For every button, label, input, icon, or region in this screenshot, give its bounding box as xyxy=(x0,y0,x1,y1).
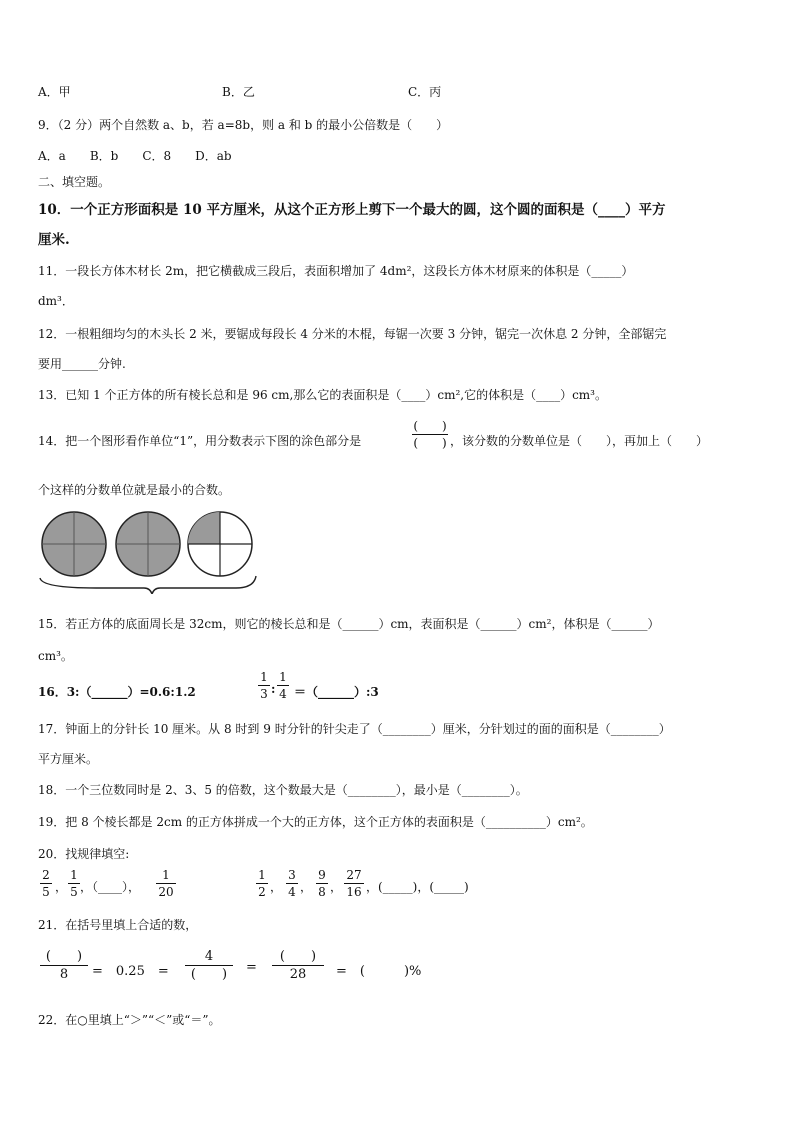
brace xyxy=(40,576,256,594)
fraction-bar xyxy=(156,883,176,884)
q18-text: 18．一个三位数同时是 2、3、5 的倍数，这个数最大是（________），最小是（________）。 xyxy=(38,783,528,797)
q15-line1: 15．若正方体的底面周长是 32cm，则它的棱长总和是（______）cm，表面积是（______）cm²，体积是（______） xyxy=(38,617,660,631)
q21-eq1: = 0.25 = xyxy=(92,964,169,979)
q14-fraction xyxy=(412,420,448,449)
q12-line2: 要用______分钟. xyxy=(38,357,126,371)
q21-tail: = ( )% xyxy=(336,964,422,979)
circle-3-quarter-shaded xyxy=(188,512,252,576)
q17-line2: 平方厘米。 xyxy=(38,752,99,766)
comma: ， xyxy=(300,880,313,894)
fraction-bar xyxy=(286,883,298,884)
fraction-denominator: 5 xyxy=(42,885,50,899)
comma: ， xyxy=(330,880,343,894)
q20-seq1-fraction xyxy=(156,869,176,898)
section-title: 二、填空题。 xyxy=(38,175,111,189)
q15-line2: cm³。 xyxy=(38,649,73,663)
q20-seq2-fraction xyxy=(286,869,298,898)
q19-text: 19．把 8 个棱长都是 2cm 的正方体拼成一个大的正方体，这个正方体的表面积是（__________）cm²。 xyxy=(38,815,593,829)
fraction-numerator: 1 xyxy=(258,868,266,882)
q16-fraction-2-bar xyxy=(277,685,289,686)
fraction-denominator: 2 xyxy=(258,885,266,899)
q16-fraction-2-numerator: 1 xyxy=(279,670,287,684)
fraction-bar xyxy=(40,965,88,966)
q14-part1: 14．把一个图形看作单位“1”，用分数表示下图的涂色部分是 xyxy=(38,434,362,448)
q21-fraction-3 xyxy=(272,950,324,981)
fraction-denominator: 8 xyxy=(318,885,326,899)
comma: ， xyxy=(270,880,283,894)
q21-eq2: = xyxy=(246,960,257,975)
fraction-bar xyxy=(272,965,324,966)
fraction-numerator: 4 xyxy=(204,949,214,964)
fraction-bar xyxy=(40,883,52,884)
fraction-denominator: 5 xyxy=(70,885,78,899)
fraction-denominator: 4 xyxy=(288,885,296,899)
fraction-numerator: 3 xyxy=(288,868,296,882)
fraction-numerator: 1 xyxy=(70,868,78,882)
fraction-denominator: ( ) xyxy=(190,967,228,982)
q20-seq2-fraction xyxy=(256,869,268,898)
fraction-denominator: 28 xyxy=(289,967,307,982)
q16-colon: : xyxy=(271,682,276,696)
q22-text: 22．在○里填上“＞”“＜”或“＝”。 xyxy=(38,1013,221,1027)
fraction-numerator: 27 xyxy=(346,868,362,882)
q14-fraction-bar xyxy=(412,434,448,435)
fraction-bar xyxy=(68,883,80,884)
q12-line1: 12．一根粗细均匀的木头长 2 米，要锯成每段长 4 分米的木棍，每锯一次要 3 分钟，锯完一次休息 2 分钟，全部锯完 xyxy=(38,327,667,341)
q21-title: 21．在括号里填上合适的数， xyxy=(38,918,198,932)
q16-fraction-1 xyxy=(258,671,270,700)
q11-line1: 11．一段长方体木材长 2m，把它横截成三段后，表面积增加了 4dm²，这段长方体木材原来的体积是（_____） xyxy=(38,264,634,278)
q14-line2: 个这样的分数单位就是最小的合数。 xyxy=(38,483,231,497)
q8-option-b: B．乙 xyxy=(222,85,255,99)
fraction-bar xyxy=(344,883,364,884)
q16-fraction-1-bar xyxy=(258,685,270,686)
q21-fraction-1 xyxy=(40,950,88,981)
q20-seq2-fraction xyxy=(344,869,364,898)
q13-text: 13．已知 1 个正方体的所有棱长总和是 96 cm,那么它的表面积是（____）cm²,它的体积是（____）cm³。 xyxy=(38,388,607,402)
q20-seq1-fraction xyxy=(40,869,52,898)
q20-seq2-fraction xyxy=(316,869,328,898)
q16-fraction-2-denominator: 4 xyxy=(279,687,287,701)
circle-2-fully-shaded xyxy=(116,512,180,576)
fraction-denominator: 20 xyxy=(158,885,174,899)
q14-circles-figure xyxy=(36,508,260,594)
q16-part1: 16．3:（______）=0.6:1.2 xyxy=(38,685,196,699)
fraction-numerator: 2 xyxy=(42,868,50,882)
q8-option-a: A．甲 xyxy=(38,85,71,99)
q21-fraction-2 xyxy=(185,950,233,981)
q20-title: 20．找规律填空: xyxy=(38,847,130,861)
fraction-numerator: 9 xyxy=(318,868,326,882)
q10-line2: 厘米. xyxy=(38,232,70,248)
fraction-bar xyxy=(316,883,328,884)
q16-part2: ＝（______）:3 xyxy=(294,685,379,699)
q20-seq1-fraction xyxy=(68,869,80,898)
q14-fraction-denominator: ( ) xyxy=(413,436,447,450)
fraction-denominator: 16 xyxy=(346,885,362,899)
fraction-numerator: 1 xyxy=(162,868,170,882)
fraction-bar xyxy=(185,965,233,966)
fraction-denominator: 8 xyxy=(59,967,69,982)
fraction-bar xyxy=(256,883,268,884)
q16-fraction-1-numerator: 1 xyxy=(260,670,268,684)
fraction-numerator: ( ) xyxy=(45,949,83,964)
q16-fraction-2 xyxy=(277,671,289,700)
q11-line2: dm³． xyxy=(38,294,74,308)
q9-text: 9．（2 分）两个自然数 a、b，若 a=8b，则 a 和 b 的最小公倍数是（ ） xyxy=(38,118,449,132)
q14-part2: ，该分数的分数单位是（ ），再加上（ ） xyxy=(450,434,709,448)
q20-seq1-blank: ，（____）， xyxy=(80,880,141,894)
q20-seq2-tail: ，(_____)，(_____) xyxy=(366,880,469,894)
q16-fraction-1-denominator: 3 xyxy=(260,687,268,701)
q8-option-c: C．丙 xyxy=(408,85,442,99)
q9-options: A．a B．b C．8 D．ab xyxy=(38,149,232,163)
q10-line1: 10．一个正方形面积是 10 平方厘米，从这个正方形上剪下一个最大的圆，这个圆的面积是（____）平方 xyxy=(38,202,666,218)
comma: ， xyxy=(55,880,68,894)
q17-line1: 17．钟面上的分针长 10 厘米。从 8 时到 9 时分针的针尖走了（________）厘米，分针划过的面的面积是（________） xyxy=(38,722,671,736)
q14-fraction-numerator: ( ) xyxy=(413,419,447,433)
fraction-numerator: ( ) xyxy=(279,949,317,964)
circle-1-fully-shaded xyxy=(42,512,106,576)
